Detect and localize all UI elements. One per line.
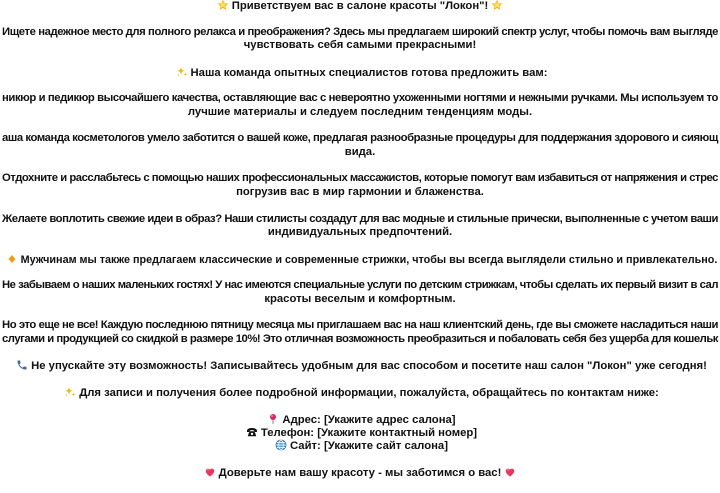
service-kids-paragraph [0, 279, 720, 306]
service-client-day-paragraph [0, 319, 720, 346]
line-content [2, 132, 718, 145]
call-to-action-line [0, 359, 720, 372]
line-content [272, 439, 448, 452]
line-content [2, 319, 718, 332]
service-line [0, 92, 720, 105]
contacts-heading-line [0, 386, 720, 399]
line-content [3, 253, 718, 266]
service-line [0, 293, 720, 306]
orange-diamond-icon [6, 253, 18, 265]
service-text: погрузив вас в мир гармонии и блаженства. [236, 185, 484, 198]
contact-website-line [0, 439, 720, 452]
team-heading-text: Наша команда опытных специалистов готова предложить вам: [190, 66, 548, 79]
service-line [0, 226, 720, 239]
call-to-action-paragraph [0, 359, 720, 372]
intro-text: чувствовать себя самыми прекрасными! [243, 39, 477, 52]
sparkling-heart-icon [204, 466, 216, 478]
service-text: Но это еще не все! Каждую последнюю пятницу месяца мы приглашаем вас на наш клиентский день, где вы сможете насладиться наши [2, 319, 718, 332]
service-line [0, 186, 720, 199]
telephone-receiver-icon [16, 359, 28, 371]
service-line [0, 146, 720, 159]
line-content [13, 359, 707, 372]
line-content [264, 413, 455, 426]
line-content [201, 466, 520, 479]
greeting-paragraph [0, 0, 720, 12]
service-cosmetology-paragraph [0, 132, 720, 159]
line-content [236, 186, 484, 199]
service-text: аша команда косметологов умело заботится о вашей коже, предлагая разнообразные процедуры для поддержания здорового и сияющ [2, 132, 718, 145]
intro-line [0, 39, 720, 52]
contact-phone-text: Телефон: [Укажите контактный номер] [260, 427, 478, 439]
service-text: лучшие материалы и следуем последним тенденциям моды. [187, 105, 533, 118]
line-content [214, 0, 507, 12]
line-content [2, 172, 718, 185]
line-content [345, 146, 375, 159]
line-content [2, 213, 718, 226]
service-text: никюр и педикюр высочайшего качества, оставляющие вас с невероятно ухоженными ногтями и нежными ручками. Мы используем то [2, 92, 718, 105]
call-to-action-text: Не упускайте эту возможность! Записывайтесь удобным для вас способом и посетите наш салон "Локон" уже сегодня! [31, 360, 707, 373]
telephone-icon [246, 426, 258, 438]
service-text: индивидуальных предпочтений. [267, 225, 453, 238]
sparkles-icon [64, 386, 76, 398]
service-line [0, 172, 720, 185]
contacts-block [0, 413, 720, 453]
contact-website-text: Сайт: [Укажите сайт салона] [290, 440, 448, 453]
closing-text: Доверьте нам вашу красоту - мы заботимся о вас! [218, 467, 502, 480]
service-line [0, 132, 720, 145]
line-content [2, 279, 718, 292]
sparkling-heart-icon [504, 466, 516, 478]
line-content [2, 92, 718, 105]
contact-address-text: Адрес: [Укажите адрес салона] [282, 413, 456, 426]
closing-line [0, 466, 720, 479]
service-text: красоты веселым и комфортным. [264, 292, 456, 305]
intro-paragraph [0, 26, 720, 53]
contacts-heading-text: Для записи и получения более подробной информации, пожалуйста, обращайтесь по контактам ниже: [79, 386, 659, 399]
service-massage-paragraph [0, 172, 720, 199]
service-line [0, 279, 720, 292]
contact-address-line [0, 413, 720, 426]
service-line [0, 333, 720, 346]
line-content [264, 293, 455, 306]
greeting-line [0, 0, 720, 12]
greeting-text: Приветствуем вас в салоне красоты "Локон"! [231, 0, 489, 12]
line-content [2, 333, 718, 346]
service-text: Не забываем о наших маленьких гостях! У нас имеются специальные услуги по детским стрижкам, чтобы сделать их первый визит в сал [2, 279, 718, 292]
line-content [244, 39, 477, 52]
sparkles-icon [176, 66, 188, 78]
intro-text: Ищете надежное место для полного релакса и преображения? Здесь мы предлагаем широкий спектр услуг, чтобы помочь вам выгляде [2, 25, 718, 38]
contacts-heading-paragraph [0, 386, 720, 399]
glowing-star-icon [491, 0, 503, 11]
glowing-star-icon [217, 0, 229, 11]
service-text: Желаете воплотить свежие идеи в образ? Наши стилисты создадут для вас модные и стильные прически, выполненные с учетом ваши [2, 212, 718, 225]
service-text: Мужчинам мы также предлагаем классические и современные стрижки, чтобы вы всегда выглядели стильно и привлекательно. [20, 253, 718, 266]
line-content [188, 106, 532, 119]
line-content [61, 386, 659, 399]
service-line [0, 106, 720, 119]
team-heading-paragraph [0, 66, 720, 79]
line-content [268, 226, 452, 239]
service-manicure-paragraph [0, 92, 720, 119]
globe-icon [275, 439, 287, 451]
round-pushpin-icon [267, 413, 279, 425]
service-hairstyle-paragraph [0, 213, 720, 240]
service-line [0, 319, 720, 332]
intro-line [0, 26, 720, 39]
team-heading-line [0, 66, 720, 79]
line-content [2, 26, 718, 39]
line-content [243, 426, 477, 439]
service-mens-haircut-paragraph [0, 253, 720, 266]
service-text: Отдохните и расслабьтесь с помощью наших профессиональных массажистов, которые помогут вам избавиться от напряжения и стрес [2, 172, 718, 185]
line-content [173, 66, 548, 79]
service-text: вида. [344, 145, 376, 158]
service-text: слугами и продукцией со скидкой в размере 10%! Это отличная возможность преобразиться и побаловать себя без ущерба для кошельк [2, 332, 718, 345]
closing-paragraph [0, 466, 720, 479]
contact-phone-line [0, 426, 720, 439]
service-line [0, 213, 720, 226]
service-line [0, 253, 720, 266]
